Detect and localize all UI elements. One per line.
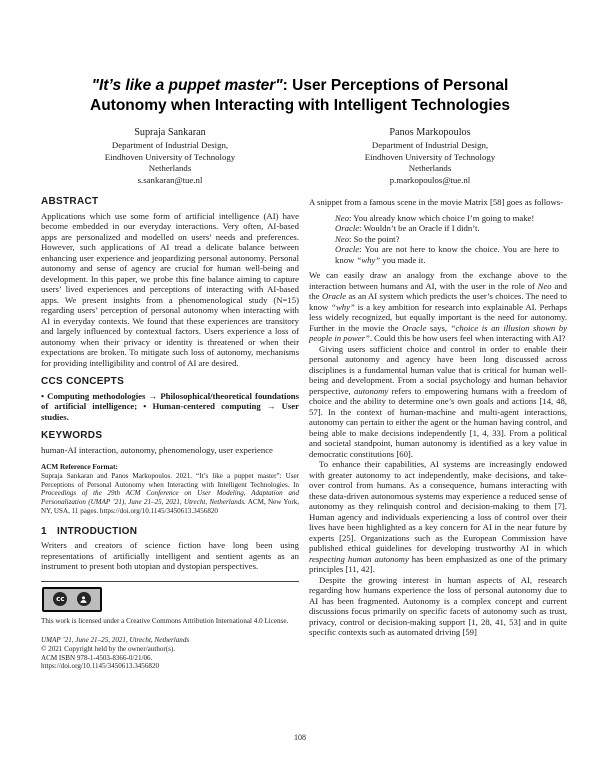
page-number: 108 bbox=[294, 733, 306, 742]
acm-reference-text: Supraja Sankaran and Panos Markopoulos. 2021. “It’s like a puppet master”: User Perceptions of Personal Autonomy when Interacting with Intelligent Technologies. In Proceedings of the 29th ACM Conference on User Modeling, Adaptation and Personalization (UMAP ’21), June 21–25, 2021, Utrecht, Netherlands. ACM, New York, NY, USA, 11 pages. https://doi.org/10.1145/3450613.3456820 bbox=[41, 472, 299, 515]
paragraph-analogy: We can easily draw an analogy from the exchange above to the interaction between humans and AI, with the user in the role of Neo and the Oracle as an AI system which predicts the user’s choices. The need to know “why” is a key ambition for research into explainable AI. Perhaps less widely recognized, but equally important is the need for autonomy. Further in the movie the Oracle says, “choice is an illusion shown by people in power”. Could this be how users feel when interacting with AI? bbox=[309, 270, 567, 343]
paper-title-rest: : User Perceptions of Personal Autonomy when Interacting with Intelligent Technologies bbox=[90, 77, 510, 114]
introduction-paragraph: Writers and creators of science fiction have long been using representations of artificially intelligent and sentient agents as an instrument to present both utopian and dystopian perspectives. bbox=[41, 540, 299, 572]
paragraph-autonomy-definition: Giving users sufficient choice and control in order to enable their personal autonomy and agency have been long discussed across disciplines is a fundamental human value that is critical for human well-being and development. From a social psychology and human behavior perspective, autonomy refers to empowering humans with a freedom of choice and the ability to determine one’s own goals and actions [14, 48, 57]. In the context of human-machine and multi-agent interactions, autonomy can pertain to either the agent or the human having control, and being able to make decisions independently [1, 4, 33]. From a political and societal standpoint, human autonomy is identified as a key value in democratic constitutions [60]. bbox=[309, 343, 567, 459]
person-attribution-icon bbox=[77, 592, 91, 606]
paragraph-fragmented-research: Despite the growing interest in human aspects of AI, research regarding how humans experience the loss of personal autonomy due to AI has been fragmented. Autonomy is a complex concept and current discussions focus primarily on specific facets of autonomy such as trust, privacy, control or decision-making support [1, 28, 41, 53] and in quite specific contexts such as automated driving [59] bbox=[309, 574, 567, 637]
author-name: Panos Markopoulos bbox=[389, 127, 471, 138]
footer-doi-link[interactable]: https://doi.org/10.1145/3450613.3456820 bbox=[41, 662, 160, 671]
author-block-1 bbox=[40, 127, 300, 186]
author-country: Netherlands bbox=[148, 163, 192, 174]
movie-quote-block bbox=[335, 213, 559, 266]
license-text: This work is licensed under a Creative Commons Attribution International 4.0 License. bbox=[41, 616, 289, 625]
author-row bbox=[40, 127, 560, 186]
paper-title bbox=[55, 76, 545, 116]
cc-icon: cc bbox=[53, 592, 67, 606]
abstract-heading: ABSTRACT bbox=[41, 196, 99, 207]
section-number: 1 bbox=[41, 525, 47, 537]
author-department: Department of Industrial Design, bbox=[111, 140, 229, 150]
quote-line: Oracle: Wouldn’t be an Oracle if I didn’t. bbox=[335, 223, 480, 233]
footer-isbn-line: ACM ISBN 978-1-4503-8366-0/21/06. bbox=[41, 653, 153, 662]
left-column bbox=[41, 197, 299, 671]
body-columns bbox=[41, 197, 568, 671]
author-university: Eindhoven University of Technology bbox=[104, 151, 236, 162]
acm-reference-label: ACM Reference Format: bbox=[41, 463, 118, 471]
quote-line: Neo: So the point? bbox=[335, 233, 400, 244]
paragraph-snippet-intro: A snippet from a famous scene in the movie Matrix [58] goes as follows- bbox=[309, 197, 564, 207]
author-email-link[interactable]: p.markopoulos@tue.nl bbox=[389, 174, 471, 185]
quote-line: Oracle: You are not here to know the choice. You are here to know “why” you made it. bbox=[335, 244, 559, 265]
footer-conference-line: UMAP ’21, June 21–25, 2021, Utrecht, Netherlands bbox=[41, 636, 190, 645]
section-heading-introduction bbox=[41, 527, 299, 538]
quote-line: Neo: You already know which choice I’m going to make! bbox=[335, 212, 535, 223]
abstract-text: Applications which use some form of artificial intelligence (AI) have become embedded in our everyday interactions. Very often, AI-based apps are personalized and modelled on users’ needs and preferences. However, such applications of AI tread a delicate balance between enhancing user experience and jeopardizing personal autonomy. Personal autonomy and sense of agency are crucial for human well-being and development. In this paper, we probe this fine balance aiming to capture users’ lived experiences and perceptions of interacting with AI-based apps. We present insights from a phenomenological study (N=15) regarding users’ perception of personal autonomy when interacting with AI in everyday contexts. We found that these experiences are transitory and largely influenced by contextual factors. Users experience a loss of autonomy when their privacy or identity is threatened or when their expectations are broken. To mitigate such loss of autonomy, mechanisms for providing intelligibility and control of AI are desired. bbox=[41, 210, 299, 368]
paragraph-ai-capabilities: To enhance their capabilities, AI systems are increasingly endowed with greater autonomy to act independently, make decisions, and take-over control from humans. As a consequence, humans interacting with these data-driven autonomous systems may experience a reduced sense of autonomy as they relinquish control and decision-making to them [7]. Human agency and individuals experiencing a loss of control over their lives have been highlighted as a key concern for AI in the near future by experts [25]. Organizations such as the European Commission have published ethical guidelines for developing trustworthy AI in which respecting human autonomy has been emphasized as one of the primary principles [11, 42]. bbox=[309, 459, 567, 574]
footnote-rule bbox=[41, 581, 299, 582]
author-block-2 bbox=[300, 127, 560, 186]
ccs-concepts-text: • Computing methodologies → Philosophical/theoretical foundations of artificial intelligence; • Human-centered computing → User studies. bbox=[41, 390, 299, 422]
section-label: INTRODUCTION bbox=[57, 525, 138, 537]
paper-title-quote: "It’s like a puppet master" bbox=[91, 77, 283, 94]
keywords-heading: KEYWORDS bbox=[41, 430, 103, 441]
author-country: Netherlands bbox=[408, 163, 452, 174]
conference-footer bbox=[41, 636, 299, 671]
cc-license-badge[interactable] bbox=[42, 587, 102, 612]
author-university: Eindhoven University of Technology bbox=[364, 151, 496, 162]
keywords-text: human-AI interaction, autonomy, phenomenology, user experience bbox=[41, 444, 273, 455]
author-name: Supraja Sankaran bbox=[134, 127, 206, 138]
right-column bbox=[309, 197, 567, 671]
footer-copyright-line: © 2021 Copyright held by the owner/author(s). bbox=[41, 644, 176, 653]
ccs-heading: CCS CONCEPTS bbox=[41, 376, 125, 387]
author-department: Department of Industrial Design, bbox=[371, 140, 489, 150]
author-email-link[interactable]: s.sankaran@tue.nl bbox=[137, 174, 203, 185]
